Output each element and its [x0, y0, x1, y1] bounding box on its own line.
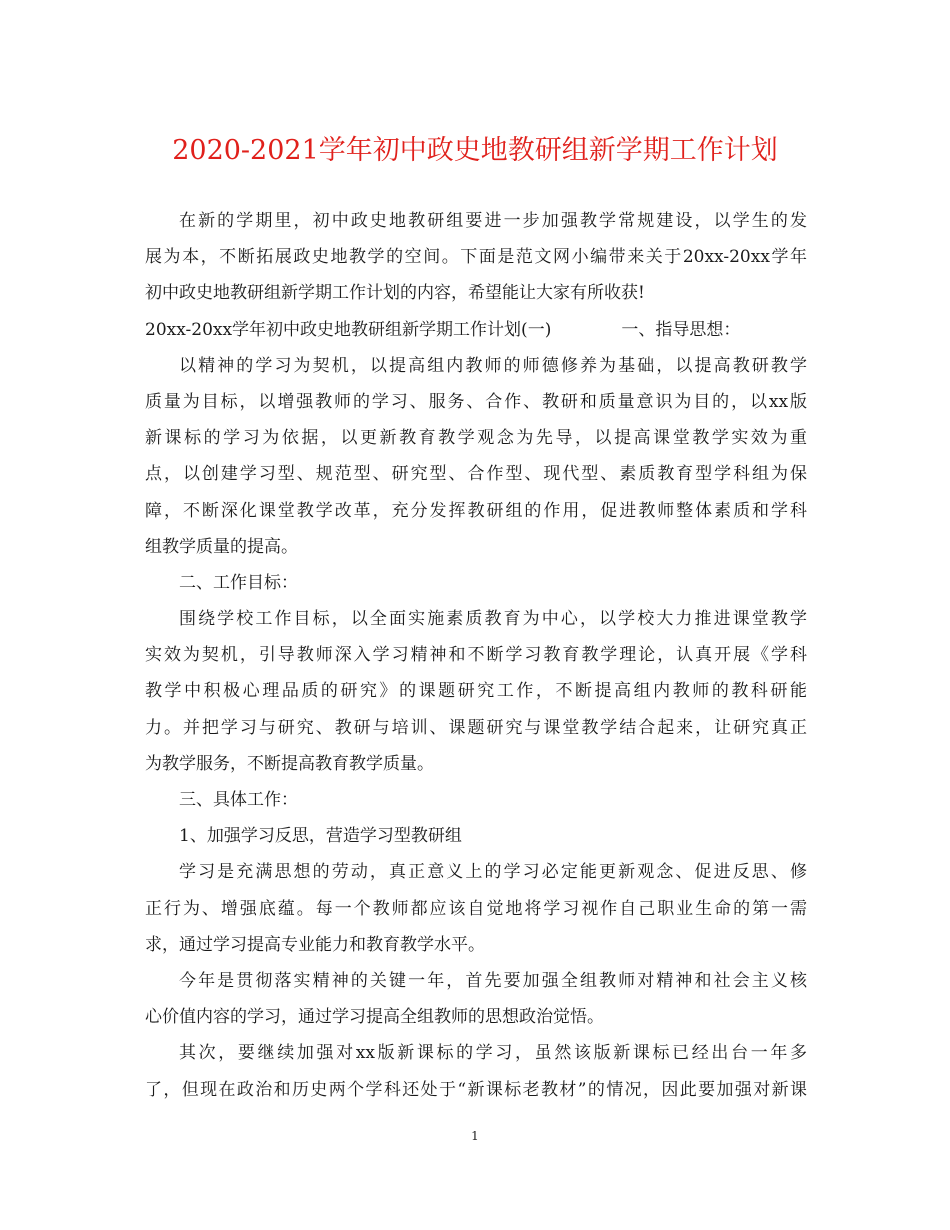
paragraph-line: 以精神的学习为契机，以提高组内教师的师德修养为基础，以提高教研教学: [179, 355, 807, 376]
paragraph-line: 心价值内容的学习，通过学习提高全组教师的思想政治觉悟。: [145, 1007, 604, 1028]
section-heading: 一、指导思想：: [621, 319, 741, 340]
paragraph-line: 求，通过学习提高专业能力和教育教学水平。: [145, 934, 485, 955]
document-title: 2020-2021学年初中政史地教研组新学期工作计划: [172, 135, 778, 166]
subsection-heading: 1、加强学习反思，营造学习型教研组: [179, 826, 462, 847]
subtitle-heading: 20xx-20xx学年初中政史地教研组新学期工作计划(一): [145, 319, 552, 340]
paragraph-line: [145, 312, 807, 348]
page-number: 1: [471, 1129, 479, 1143]
paragraph-line: 其次，要继续加强对xx版新课标的学习，虽然该版新课标已经出台一年多: [179, 1043, 807, 1064]
paragraph-line: 为教学服务，不断提高教育教学质量。: [145, 753, 434, 774]
paragraph-line: 质量为目标，以增强教师的学习、服务、合作、教研和质量意识为目的，以xx版: [145, 391, 807, 412]
paragraph-line: 初中政史地教研组新学期工作计划的内容，希望能让大家有所收获!: [145, 283, 645, 304]
paragraph-line: 点，以创建学习型、规范型、研究型、合作型、现代型、素质教育型学科组为保: [145, 464, 807, 485]
paragraph-line: 了，但现在政治和历史两个学科还处于“新课标老教材”的情况，因此要加强对新课: [145, 1079, 807, 1100]
paragraph-line: 组教学质量的提高。: [145, 536, 298, 557]
paragraph-line: 教学中积极心理品质的研究》的课题研究工作，不断提高组内教师的教科研能: [145, 681, 807, 702]
paragraph-line: 新课标的学习为依据，以更新教育教学观念为先导，以提高课堂教学实效为重: [145, 428, 807, 449]
document-body: [145, 203, 807, 1108]
paragraph-line: 展为本，不断拓展政史地教学的空间。下面是范文网小编带来关于20xx-20xx学年: [145, 247, 807, 268]
paragraph-line: 障，不断深化课堂教学改革，充分发挥教研组的作用，促进教师整体素质和学科: [145, 500, 807, 521]
paragraph-line: 学习是充满思想的劳动，真正意义上的学习必定能更新观念、促进反思、修: [179, 862, 807, 883]
paragraph-line: 在新的学期里，初中政史地教研组要进一步加强教学常规建设，以学生的发: [179, 211, 807, 231]
paragraph-line: 围绕学校工作目标，以全面实施素质教育为中心，以学校大力推进课堂教学: [179, 609, 807, 630]
paragraph-line: 正行为、增强底蕴。每一个教师都应该自觉地将学习视作自己职业生命的第一需: [145, 898, 807, 919]
paragraph-line: 实效为契机，引导教师深入学习精神和不断学习教育教学理论，认真开展《学科: [145, 645, 807, 666]
paragraph-line: 力。并把学习与研究、教研与培训、课题研究与课堂教学结合起来，让研究真正: [145, 717, 807, 738]
section-heading: 二、工作目标：: [179, 572, 298, 593]
paragraph-line: 今年是贯彻落实精神的关键一年，首先要加强全组教师对精神和社会主义核: [179, 970, 807, 991]
section-heading: 三、具体工作：: [179, 790, 298, 810]
